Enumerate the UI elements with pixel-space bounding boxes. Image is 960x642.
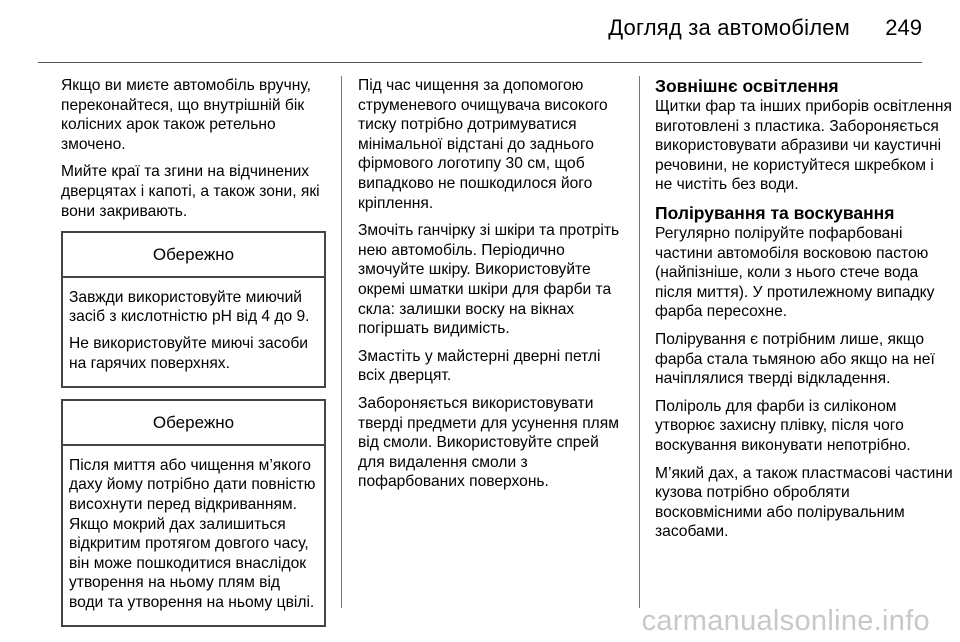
watermark: carmanualsonline.info bbox=[641, 605, 930, 637]
column-1 bbox=[61, 76, 326, 638]
warning-body bbox=[63, 446, 324, 626]
warning-title: Обережно bbox=[63, 401, 324, 446]
paragraph: Забороняється використовувати тверді предмети для усунення плям від смоли. Використовуйте спрей для видалення смоли з пофарбованих поверхонь. bbox=[358, 394, 619, 491]
paragraph: Поліроль для фарби із силіконом утворює захисну плівку, після чого воскування виконувати непотрібно. bbox=[655, 397, 911, 454]
warning-body bbox=[63, 278, 324, 386]
column-divider-1 bbox=[341, 76, 342, 608]
column-divider-2 bbox=[639, 76, 640, 608]
paragraph: Під час чищення за допомогою струменевого очищувача високого тиску потрібно дотримуватися мінімальної відстані до заднього фірмового логотипу 30 см, щоб випадково не пошкодилося його кріплення. bbox=[358, 77, 608, 212]
warning-text: Завжди використовуйте миючий засіб з кислотністю pH від 4 до 9. bbox=[69, 288, 310, 326]
page-title: Догляд за автомобілем bbox=[608, 15, 850, 40]
section-heading: Полірування та воскування bbox=[655, 202, 895, 223]
paragraph: М’який дах, а також пластмасові частини кузова потрібно обробляти восковмісними або полірувальним засобами. bbox=[655, 464, 953, 541]
column-2 bbox=[358, 76, 628, 500]
page-number: 249 bbox=[885, 15, 922, 40]
warning-title: Обережно bbox=[63, 233, 324, 278]
paragraph: Змастіть у майстерні дверні петлі всіх дверцят. bbox=[358, 347, 601, 385]
page-header bbox=[0, 0, 960, 62]
section-heading: Зовнішнє освітлення bbox=[655, 76, 839, 96]
paragraph: Щитки фар та інших приборів освітлення виготовлені з пластика. Забороняється використовувати абразиви чи каустичні речовини, не користуйтеся шкребком і не чистіть без води. bbox=[655, 98, 952, 194]
warning-box bbox=[61, 399, 326, 627]
paragraph: Полірування є потрібним лише, якщо фарба стала тьмяною або якщо на неї начіплялися тверді відкладення. bbox=[655, 330, 935, 388]
warning-text: Після миття або чищення м’якого даху йому потрібно дати повністю висохнути перед відкриванням. Якщо мокрий дах залишиться відкритим протягом довгого часу, він може пошкодитися внаслідок утворення на ньому плям від води та утворення на ньому цвілі. bbox=[69, 456, 316, 611]
warning-text: Не використовуйте миючі засоби на гарячих поверхнях. bbox=[69, 334, 308, 372]
column-3 bbox=[655, 76, 955, 550]
paragraph: Якщо ви миєте автомобіль вручну, переконайтеся, що внутрішній бік колісних арок також ретельно змочено. bbox=[61, 77, 311, 153]
header-divider bbox=[38, 62, 922, 63]
paragraph: Мийте краї та згини на відчинених дверцятах і капоті, а також зони, які вони закривають. bbox=[61, 163, 320, 220]
paragraph: Змочіть ганчірку зі шкіри та протріть нею автомобіль. Періодично змочуйте шкіру. Використовуйте окремі шматки шкіри для фарби та скла: залишки воску на вікнах погіршать видимість. bbox=[358, 222, 620, 338]
warning-box bbox=[61, 231, 326, 388]
paragraph: Регулярно поліруйте пофарбовані частини автомобіля восковою пастою (найпізніше, коли з нього стече вода після миття). У протилежному випадку фарба пересохне. bbox=[655, 224, 935, 321]
